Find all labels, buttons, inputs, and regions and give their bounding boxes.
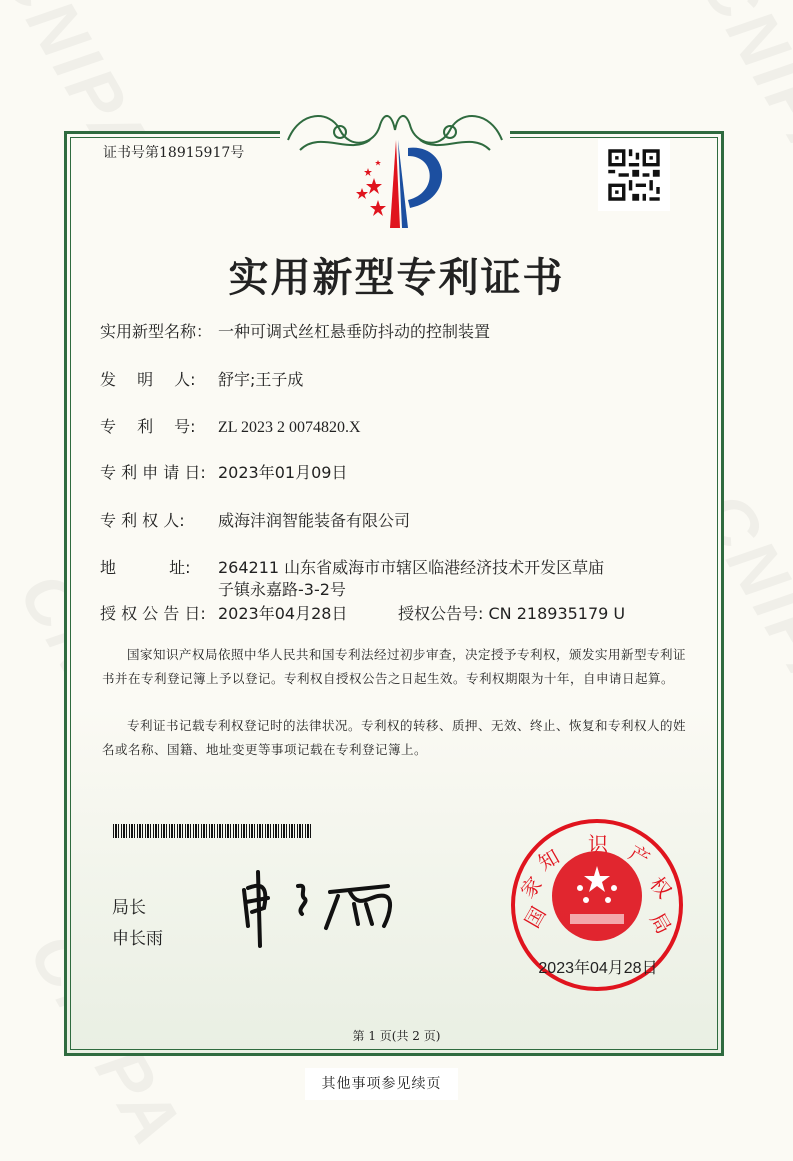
signature-icon [238, 868, 410, 950]
seal-char: 知 [534, 844, 564, 876]
seal-char: 权 [645, 872, 677, 903]
field-utility-model-name [100, 321, 490, 343]
page-indicator: 第 1 页(共 2 页) [352, 1029, 441, 1043]
seal-char: 识 [588, 832, 608, 856]
field-label: 授 权 公 告 日: [100, 604, 206, 623]
field-grant-date [100, 603, 625, 625]
seal-text [515, 832, 677, 956]
field-label: 发 明 人: [100, 370, 196, 389]
field-label: 专 利 号: [100, 417, 196, 436]
signatory-name: 申长雨 [112, 929, 163, 949]
cnipa-logo-icon [338, 138, 458, 230]
field-inventors [100, 369, 303, 391]
seal-char: 家 [515, 872, 547, 903]
field-label: 专 利 申 请 日: [100, 463, 206, 482]
barcode-icon [113, 824, 311, 838]
field-value: 2023年04月28日 [218, 604, 348, 623]
seal-char: 国 [519, 902, 551, 932]
certificate-title: 实用新型专利证书 [228, 255, 565, 301]
field-value: 2023年01月09日 [218, 463, 348, 482]
certificate-number: 证书号第18915917号 [103, 145, 245, 161]
signatory-title: 局长 [112, 898, 146, 918]
paragraph-grant: 国家知识产权局依照中华人民共和国专利法经过初步审查，决定授予专利权，颁发实用新型专利证书并在专利登记簿上予以登记。专利权自授权公告之日起生效。专利权期限为十年，自申请日起算。 [102, 647, 687, 686]
field-value: 舒宇;王子成 [218, 370, 304, 389]
field-value: 264211 山东省威海市市辖区临港经济技术开发区草庙 [218, 558, 605, 577]
field-value: 一种可调式丝杠悬垂防抖动的控制装置 [218, 322, 491, 341]
field-label: 实用新型名称： [100, 322, 213, 341]
seal-char: 局 [645, 908, 677, 938]
field-value: ZL 2023 2 0074820.X [218, 419, 361, 436]
field-value: 威海沣润智能装备有限公司 [218, 511, 411, 530]
field-address [100, 557, 604, 601]
field-patentee [100, 510, 410, 532]
field-label: 地 址: [100, 558, 191, 577]
field-value-line2: 子镇永嘉路-3-2号 [218, 580, 346, 599]
seal-date: 2023年04月28日 [538, 960, 658, 977]
grant-number-value: CN 218935179 U [488, 604, 626, 623]
paragraph-legal-status: 专利证书记载专利权登记时的法律状况。专利权的转移、质押、无效、终止、恢复和专利权人的姓名或名称、国籍、地址变更等事项记载在专利登记簿上。 [102, 718, 687, 757]
continuation-note: 其他事项参见续页 [305, 1068, 458, 1100]
grant-number-label: 授权公告号: [398, 604, 484, 623]
field-label: 专 利 权 人: [100, 511, 185, 530]
field-patent-number [100, 416, 361, 439]
qr-code-icon [598, 139, 670, 211]
field-application-date [100, 462, 347, 484]
seal-char: 产 [624, 840, 654, 872]
